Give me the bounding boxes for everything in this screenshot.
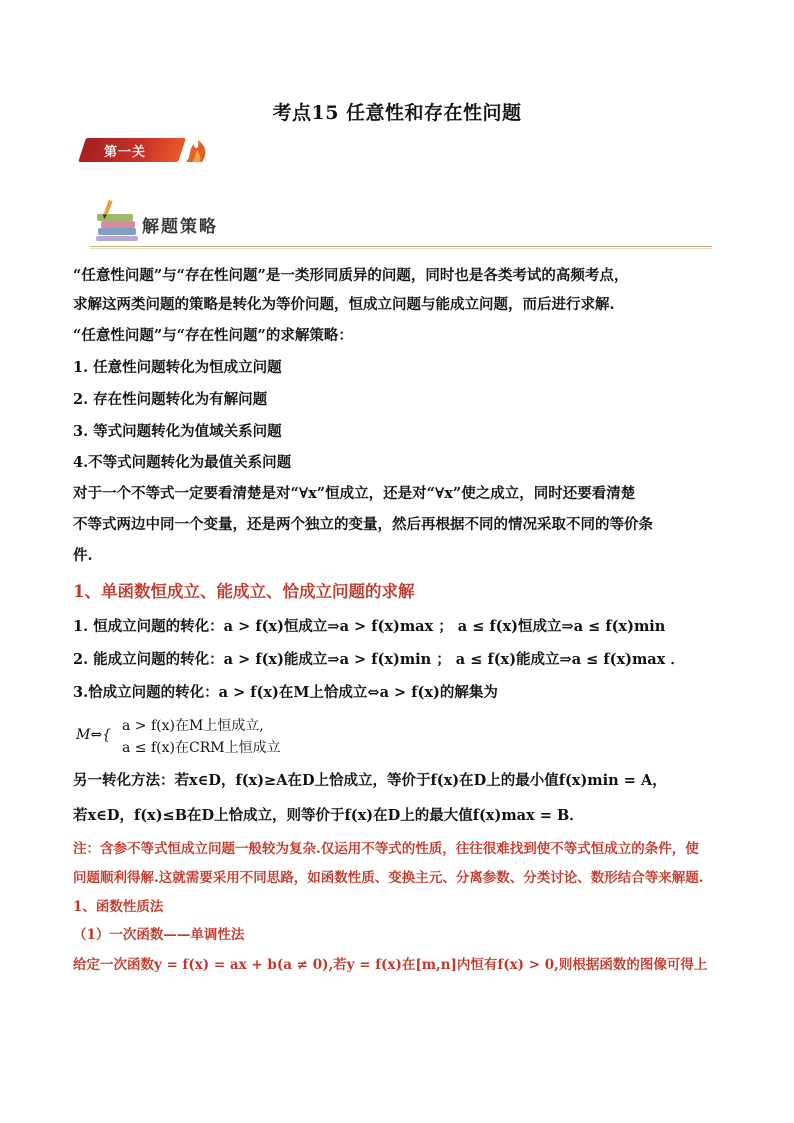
paragraph-line-3: 件. (73, 547, 93, 564)
intro-line-1: “任意性问题”与“存在性问题”是一类形同质异的问题，同时也是各类考试的高频考点， (73, 267, 629, 284)
strategy-header (92, 198, 242, 244)
books-pencil-icon (92, 198, 142, 244)
brace-case-top: a > f(x)在M上恒成立, (122, 718, 264, 734)
note-line-1: 注：含参不等式恒成立问题一般较为复杂.仅运用不等式的性质，往往很难找到使不等式恒成立的条件，使 (73, 841, 699, 857)
intro-line-2: 求解这两类问题的策略是转化为等价问题，恒成立问题与能成立问题，而后进行求解. (73, 296, 615, 313)
note-line-2: 问题顺利得解.这就需要采用不同思路，如函数性质、变换主元、分离参数、分类讨论、数形结合等来解题. (73, 870, 704, 886)
brace-case-bottom: a ≤ f(x)在CRM上恒成立 (122, 740, 281, 756)
rule-item-2: 2. 能成立问题的转化：a > f(x)能成立⇒a > f(x)min ； a ≤ f(x)能成立⇒a ≤ f(x)max ． (73, 651, 685, 668)
divider (90, 246, 712, 247)
list-item: 4.不等式问题转化为最值关系问题 (73, 454, 292, 471)
section-heading: 1、单函数恒成立、能成立、恰成立问题的求解 (73, 582, 415, 601)
paragraph-line-1: 对于一个不等式一定要看清楚是对“∀x”恒成立，还是对“∀x”使之成立，同时还要看清楚 (73, 485, 636, 502)
last-line: 给定一次函数y = f(x) = ax + b(a ≠ 0),若y = f(x)在[m,n]内恒有f(x) > 0,则根据函数的图像可得上 (73, 957, 708, 973)
list-item: 2. 存在性问题转化为有解问题 (73, 391, 268, 408)
piecewise-condition (76, 715, 376, 759)
alt-line-1: 另一转化方法：若x∈D，f(x)≥A在D上恰成立，等价于f(x)在D上的最小值f(x)min = A， (73, 772, 667, 789)
banner-label: 第一关 (104, 145, 147, 160)
list-item: 1. 任意性问题转化为恒成立问题 (73, 359, 282, 376)
paragraph-line-2: 不等式两边中同一个变量，还是两个独立的变量，然后再根据不同的情况采取不同的等价条 (73, 516, 653, 533)
page-title: 考点15 任意性和存在性问题 (272, 102, 522, 124)
alt-line-2: 若x∈D，f(x)≤B在D上恰成立，则等价于f(x)在D上的最大值f(x)max = B． (73, 807, 584, 824)
brace-lhs: M⇔{ (76, 727, 111, 743)
list-item: 3. 等式问题转化为值域关系问题 (73, 423, 282, 440)
divider-shadow (90, 248, 712, 249)
flame-icon (182, 136, 212, 166)
sub-sub-heading: （1）一次函数——单调性法 (73, 927, 245, 943)
rule-item-1: 1. 恒成立问题的转化：a > f(x)恒成立⇒a > f(x)max ； a ≤ f(x)恒成立⇒a ≤ f(x)min (73, 618, 666, 635)
level-banner (86, 136, 214, 166)
sub-heading: 1、函数性质法 (73, 899, 164, 915)
intro-line-3: “任意性问题”与“存在性问题”的求解策略： (73, 327, 353, 344)
strategy-label: 解题策略 (142, 217, 218, 237)
rule-item-3: 3.恰成立问题的转化：a > f(x)在M上恰成立⇔a > f(x)的解集为 (73, 684, 498, 701)
